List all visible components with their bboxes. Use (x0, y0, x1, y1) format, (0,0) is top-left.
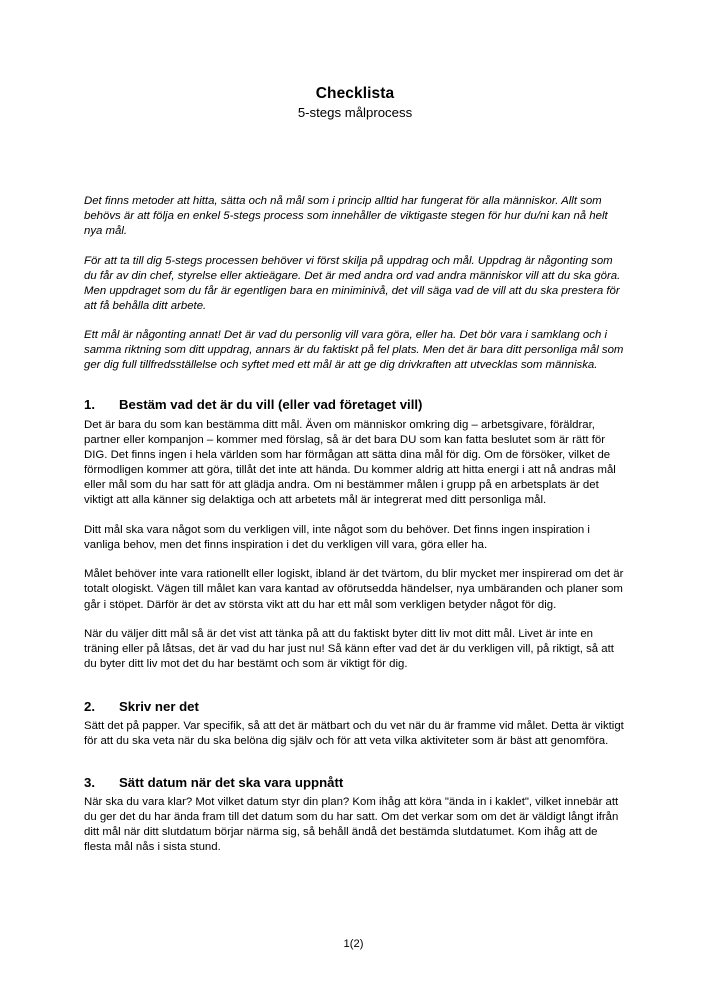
section-1-paragraph: Det är bara du som kan bestämma ditt mål. Även om människor omkring dig – arbetsgivare, föräldrar, partner eller kompanjon – kommer med förslag, så är det bara DU som kan fatta beslutet som är rätt för DIG. Det finns ingen i hela världen som har förmågan att sätta dina mål för dig. Om de försöker, vilket de förmodligen kommer att göra, tillåt det inte att hända. Du kommer aldrig att hitta energi i att nå andras mål eller mål som du har satt för att glädja andra. Om ni bestämmer målen i grupp på en arbetsplats är det viktigt att alla känner sig delaktiga och att arbetets mål är integrerat med ditt personliga mål. (84, 418, 616, 507)
section-1-paragraph: Ditt mål ska vara något som du verkligen vill, inte något som du behöver. Det finns ingen inspiration i vanliga behov, men det finns inspiration i det du verkligen vill vara, göra eller ha. (84, 523, 590, 551)
section-2 (84, 698, 626, 749)
section-3-title: Sätt datum när det ska vara uppnått (119, 774, 344, 790)
intro-paragraph: Det finns metoder att hitta, sätta och nå mål som i princip alltid har fungerat för alla människor. Allt som behövs är att följa en enkel 5-stegs process som innehåller de viktigaste stegen för hur du/ni kan nå helt nya mål. (84, 194, 608, 237)
section-2-title: Skriv ner det (119, 698, 199, 714)
intro-block (84, 194, 626, 373)
section-2-number: 2. (84, 698, 95, 714)
section-2-paragraph: Sätt det på papper. Var specifik, så att det är mätbart och du vet när du är framme vid målet. Detta är viktigt för att du ska veta när du ska belöna dig själv och för att veta vilka aktiviteter som är bäst att genomföra. (84, 719, 624, 747)
section-3-number: 3. (84, 774, 95, 790)
document-content (84, 0, 626, 856)
page-number-footer: 1(2) (343, 938, 364, 950)
section-1-paragraph: När du väljer ditt mål så är det vist att tänka på att du faktiskt byter ditt liv mot ditt mål. Livet är inte en träning eller på låtsas, det är vad du har just nu! Så känn efter vad det är du verkligen vill, på riktigt, så att du byter ditt liv mot det du har bestämt och som är viktigt för dig. (84, 628, 614, 671)
intro-paragraph: Ett mål är någonting annat! Det är vad du personlig vill vara göra, eller ha. Det bör vara i samklang och i samma riktning som ditt uppdrag, annars är du faktiskt på fel plats. Men det är bara ditt personliga mål som ger dig full tillfredsställelse och syftet med ett mål är att ge dig drivkraften att utvecklas som människa. (84, 329, 624, 372)
section-3-paragraph: När ska du vara klar? Mot vilket datum styr din plan? Kom ihåg att köra "ända in i kaklet", vilket innebär att du ger det du har ända fram till det datum som du har satt. Om det verkar som om det är väldigt långt ifrån ditt mål när ditt slutdatum börjar närma sig, så behåll ändå det bestämda slutdatumet. Kom ihåg att de flesta mål nås i sista stund. (84, 796, 619, 854)
section-3-heading (84, 774, 626, 791)
section-1-number: 1. (84, 397, 95, 413)
section-1-heading (84, 396, 626, 413)
intro-paragraph: För att ta till dig 5-stegs processen behöver vi först skilja på uppdrag och mål. Uppdrag är någonting som du får av din chef, styrelse eller aktieägare. Det är med andra ord vad andra människor vill att du ska göra. Men uppdraget som du får är egentligen bara en miniminivå, det vill säga vad de vill att du ska prestera för att få behålla ditt arbete. (84, 254, 621, 312)
section-2-heading (84, 698, 626, 715)
section-3 (84, 774, 626, 856)
page-subtitle: 5-stegs målprocess (297, 105, 413, 121)
section-1 (84, 396, 626, 672)
section-1-title: Bestäm vad det är du vill (eller vad företaget vill) (119, 397, 423, 413)
section-1-paragraph: Målet behöver inte vara rationellt eller logiskt, ibland är det tvärtom, du blir mycket mer inspirerad om det är totalt ologiskt. Vägen till målet kan vara kantad av oförutsedda händelser, nya umbäranden och planer som går i stöpet. Därför är det av största vikt att du har ett mål som verkligen betyder något för dig. (84, 568, 624, 611)
page-title: Checklista (315, 85, 395, 102)
